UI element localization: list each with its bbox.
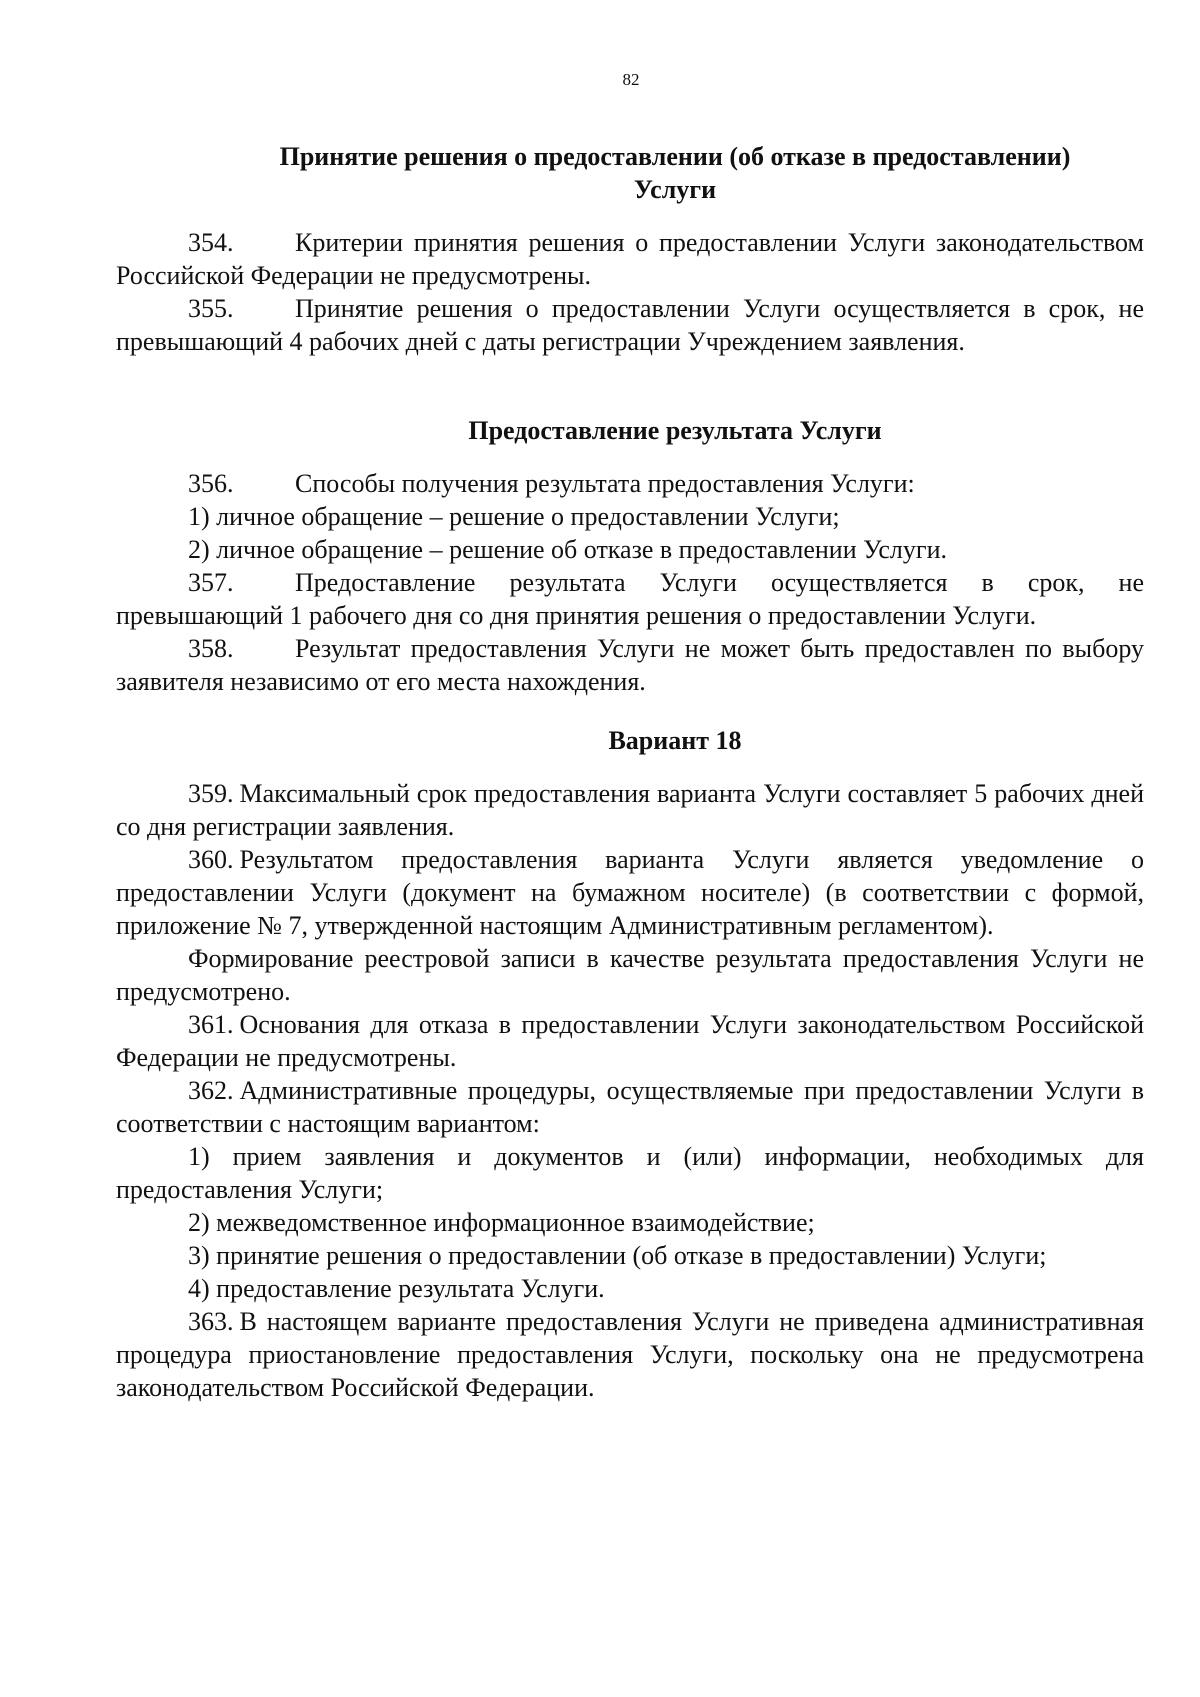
paragraph-354 bbox=[116, 226, 1144, 292]
paragraph-number: 359. bbox=[188, 779, 234, 808]
list-item-362-4: 4) предоставление результата Услуги. bbox=[188, 1274, 605, 1303]
paragraph-361 bbox=[116, 1008, 1144, 1074]
heading-line-1: Принятие решения о предоставлении (об отказе в предоставлении) bbox=[279, 142, 1071, 171]
paragraph-text: Основания для отказа в предоставлении Услуги законодательством Российской Федерации не предусмотрены. bbox=[116, 1010, 1144, 1072]
page-number: 82 bbox=[622, 70, 640, 89]
paragraph-358 bbox=[116, 632, 1144, 698]
list-item-356-2: 2) личное обращение – решение об отказе в предоставлении Услуги. bbox=[188, 535, 947, 564]
document-body bbox=[116, 140, 1144, 1404]
paragraph-text: Максимальный срок предоставления варианта Услуги составляет 5 рабочих дней со дня регистрации заявления. bbox=[116, 779, 1144, 841]
section-heading-decision bbox=[116, 140, 1144, 206]
heading-line-2: Услуги bbox=[633, 175, 717, 204]
paragraph-357 bbox=[116, 566, 1144, 632]
spacer bbox=[116, 358, 1144, 384]
paragraph-text: Предоставление результата Услуги осуществляется в срок, не превышающий 1 рабочего дня со дня принятия решения о предоставлении Услуги. bbox=[116, 568, 1144, 630]
paragraph-360-extra: Формирование реестровой записи в качестве результата предоставления Услуги не предусмотрено. bbox=[116, 944, 1144, 1006]
paragraph-text: Результатом предоставления варианта Услуги является уведомление о предоставлении Услуги (документ на бумажном носителе) (в соответствии с формой, приложение № 7, утвержденной настоящим Административным регламентом). bbox=[116, 845, 1144, 940]
paragraph-number: 361. bbox=[188, 1010, 234, 1039]
paragraph-number: 355. bbox=[188, 294, 234, 323]
paragraph-360 bbox=[116, 843, 1144, 942]
paragraph-number: 358. bbox=[188, 634, 234, 663]
list-item-362-2: 2) межведомственное информационное взаимодействие; bbox=[188, 1208, 815, 1237]
paragraph-text: Критерии принятия решения о предоставлении Услуги законодательством Российской Федерации не предусмотрены. bbox=[116, 228, 1144, 290]
section-heading-result: Предоставление результата Услуги bbox=[468, 416, 882, 445]
paragraph-number: 363. bbox=[188, 1307, 234, 1336]
list-item-362-1: 1) прием заявления и документов и (или) информации, необходимых для предоставления Услуги; bbox=[116, 1142, 1144, 1204]
paragraph-359 bbox=[116, 777, 1144, 843]
list-item-362-3: 3) принятие решения о предоставлении (об отказе в предоставлении) Услуги; bbox=[188, 1241, 1047, 1270]
paragraph-text: В настоящем варианте предоставления Услуги не приведена административная процедура приостановление предоставления Услуги, поскольку она не предусмотрена законодательством Российской Федерации. bbox=[116, 1307, 1144, 1402]
paragraph-number: 360. bbox=[188, 845, 234, 874]
paragraph-355 bbox=[116, 292, 1144, 358]
paragraph-number: 354. bbox=[188, 228, 234, 257]
paragraph-number: 362. bbox=[188, 1076, 234, 1105]
paragraph-356 bbox=[116, 467, 1144, 500]
paragraph-text: Способы получения результата предоставления Услуги: bbox=[295, 469, 915, 498]
paragraph-362 bbox=[116, 1074, 1144, 1140]
paragraph-number: 356. bbox=[188, 469, 234, 498]
paragraph-number: 357. bbox=[188, 568, 234, 597]
paragraph-text: Результат предоставления Услуги не может быть предоставлен по выбору заявителя независимо от его места нахождения. bbox=[116, 634, 1144, 696]
paragraph-text: Принятие решения о предоставлении Услуги осуществляется в срок, не превышающий 4 рабочих дней с даты регистрации Учреждением заявления. bbox=[116, 294, 1144, 356]
paragraph-363 bbox=[116, 1305, 1144, 1404]
list-item-356-1: 1) личное обращение – решение о предоставлении Услуги; bbox=[188, 502, 840, 531]
paragraph-text: Административные процедуры, осуществляемые при предоставлении Услуги в соответствии с настоящим вариантом: bbox=[116, 1076, 1144, 1138]
section-heading-variant: Вариант 18 bbox=[608, 726, 742, 755]
